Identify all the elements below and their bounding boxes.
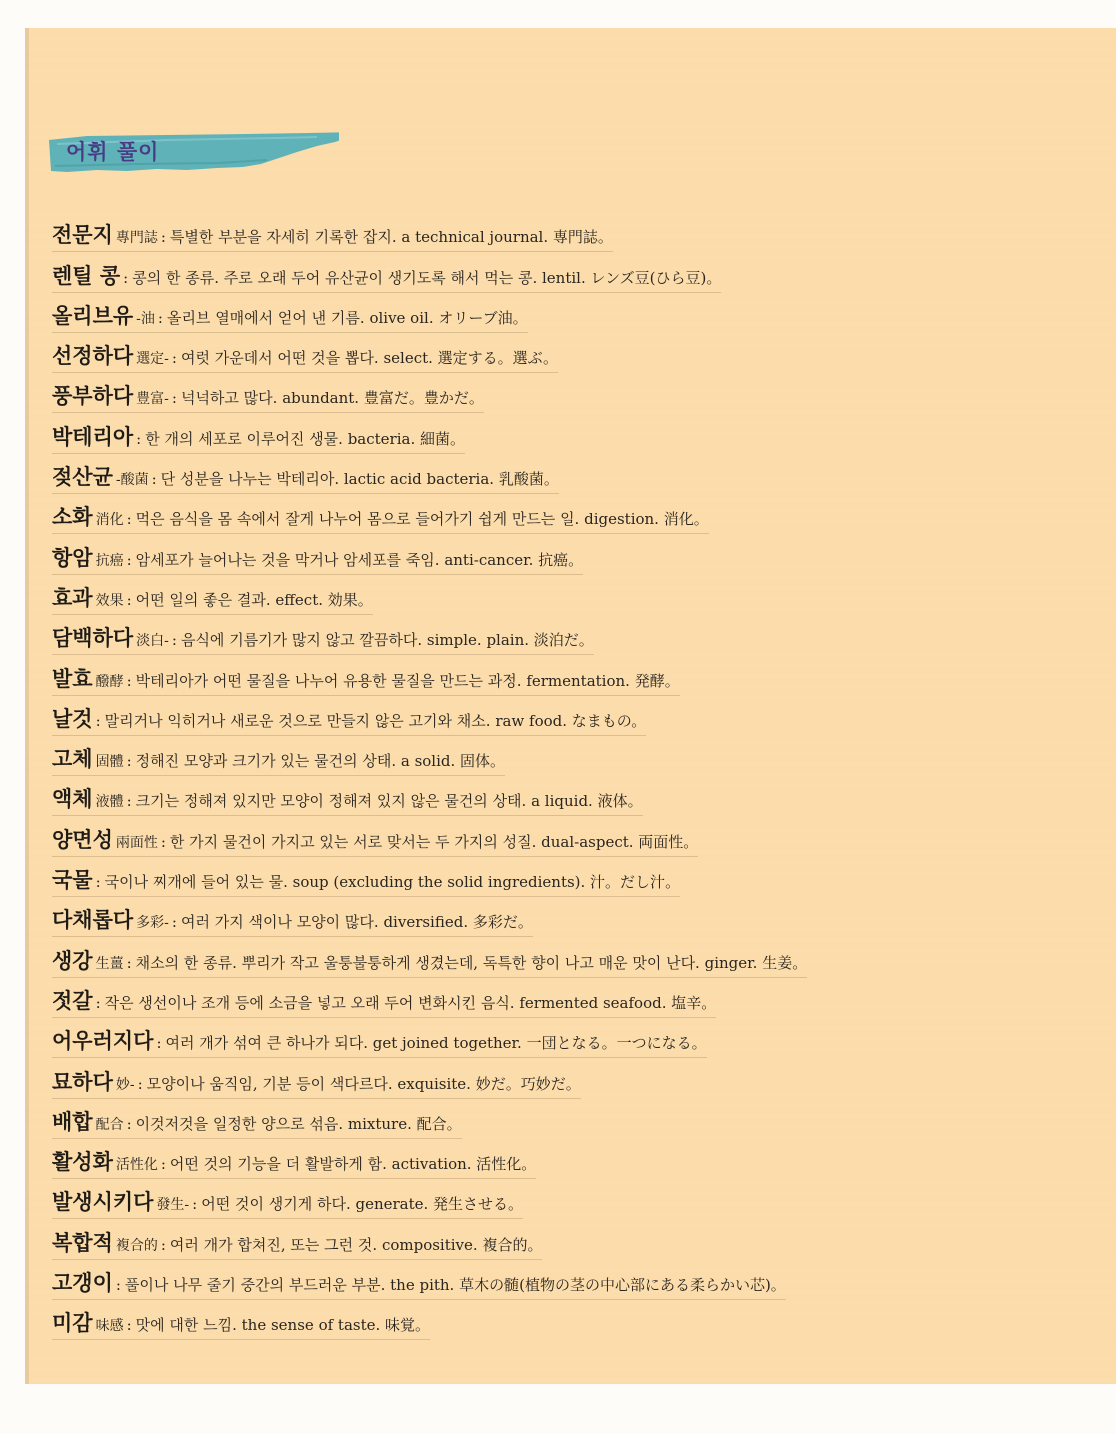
vocab-term: 생강	[52, 948, 93, 973]
vocab-hanja: 豊富-	[136, 391, 169, 408]
vocab-separator: :	[126, 671, 132, 690]
vocab-term: 전문지	[52, 223, 113, 248]
vocab-definition: 여러 가지 색이나 모양이 많다. diversified. 多彩だ。	[180, 913, 533, 932]
vocab-separator: :	[157, 308, 163, 327]
vocab-term: 발생시키다	[52, 1190, 154, 1215]
vocab-term: 배합	[52, 1109, 93, 1134]
vocab-separator: :	[171, 389, 177, 408]
vocab-entry	[52, 943, 1102, 983]
vocab-term: 올리브유	[52, 303, 134, 328]
vocab-definition: 풀이나 나무 줄기 중간의 부드러운 부분. the pith. 草木の髄(植物の茎の中心部にある柔らかい芯)。	[124, 1276, 786, 1295]
vocab-term: 렌틸 콩	[52, 263, 121, 288]
vocabulary-list	[52, 218, 1102, 1346]
vocab-separator: :	[160, 1155, 166, 1174]
vocab-hanja: 兩面性	[115, 834, 158, 851]
vocab-entry-line	[52, 1227, 542, 1260]
vocab-hanja: 專門誌	[115, 230, 158, 247]
vocab-entry-line	[52, 743, 505, 776]
vocab-term: 소화	[52, 505, 93, 530]
vocab-term: 활성화	[52, 1150, 113, 1175]
vocab-definition: 여럿 가운데서 어떤 것을 뽑다. select. 選定する。選ぶ。	[180, 349, 558, 368]
vocab-definition: 이것저것을 일정한 양으로 섞음. mixture. 配合。	[135, 1114, 462, 1133]
vocab-separator: :	[126, 752, 132, 771]
scanned-page	[25, 28, 1116, 1384]
vocab-definition: 국이나 찌개에 들어 있는 물. soup (excluding the solid ingredients). 汁。だし汁。	[104, 873, 681, 892]
vocab-entry	[52, 460, 1102, 500]
vocab-separator: :	[156, 1034, 162, 1053]
vocab-definition: 정해진 모양과 크기가 있는 물건의 상태. a solid. 固体。	[135, 752, 506, 771]
vocab-hanja: 味感	[95, 1318, 124, 1335]
vocab-definition: 암세포가 늘어나는 것을 막거나 암세포를 죽임. anti-cancer. 抗癌。	[135, 550, 584, 569]
vocab-term: 복합적	[52, 1230, 113, 1255]
vocab-definition: 콩의 한 종류. 주로 오래 두어 유산균이 생기도록 해서 먹는 콩. lentil. レンズ豆(ひら豆)。	[132, 268, 722, 287]
vocab-entry	[52, 1185, 1102, 1225]
vocab-entry	[52, 540, 1102, 580]
vocab-term: 발효	[52, 666, 93, 691]
vocab-entry	[52, 742, 1102, 782]
vocab-definition: 모양이나 움직임, 기분 등이 색다르다. exquisite. 妙だ。巧妙だ。	[146, 1074, 581, 1093]
vocab-term: 묘하다	[52, 1069, 113, 1094]
vocab-hanja: 淡白-	[136, 633, 169, 650]
vocab-entry	[52, 903, 1102, 943]
vocab-definition: 넉넉하고 많다. abundant. 豊富だ。豊かだ。	[180, 389, 484, 408]
vocab-hanja: 多彩-	[136, 915, 169, 932]
vocab-entry	[52, 863, 1102, 903]
vocab-entry-line	[52, 421, 465, 454]
vocab-entry-line	[52, 1307, 430, 1340]
vocab-term: 풍부하다	[52, 384, 134, 409]
vocab-entry-line	[52, 461, 559, 494]
vocab-entry	[52, 661, 1102, 701]
vocab-entry-line	[52, 783, 643, 816]
vocab-term: 고체	[52, 747, 93, 772]
vocab-hanja: 液體	[95, 794, 124, 811]
vocab-entry	[52, 702, 1102, 742]
vocab-entry	[52, 419, 1102, 459]
vocab-entry	[52, 1024, 1102, 1064]
section-title: 어휘 풀이	[66, 140, 160, 164]
vocab-hanja: 效果	[95, 592, 124, 609]
vocab-entry	[52, 621, 1102, 661]
vocab-separator: :	[95, 993, 101, 1012]
vocab-entry	[52, 782, 1102, 822]
vocab-hanja: -油	[136, 310, 155, 327]
vocab-entry-line	[52, 1066, 581, 1099]
vocab-separator: :	[160, 1235, 166, 1254]
vocab-separator: :	[192, 1195, 198, 1214]
vocab-definition: 말리거나 익히거나 새로운 것으로 만들지 않은 고기와 채소. raw food. なまもの。	[104, 711, 647, 730]
vocab-separator: :	[123, 268, 129, 287]
vocab-term: 다채롭다	[52, 908, 134, 933]
vocab-entry-line	[52, 703, 646, 736]
vocab-entry-line	[52, 219, 613, 252]
vocab-entry-line	[52, 1267, 786, 1300]
vocab-separator: :	[95, 711, 101, 730]
vocab-entry-line	[52, 824, 698, 857]
vocab-entry	[52, 1306, 1102, 1346]
vocab-separator: :	[95, 873, 101, 892]
vocab-entry-line	[52, 501, 709, 534]
vocab-definition: 한 개의 세포로 이루어진 생물. bacteria. 細菌。	[145, 429, 466, 448]
vocab-entry	[52, 1105, 1102, 1145]
vocab-definition: 어떤 일의 좋은 결과. effect. 効果。	[135, 590, 373, 609]
vocab-entry	[52, 1064, 1102, 1104]
vocab-hanja: 複合的	[115, 1237, 158, 1254]
vocab-term: 박테리아	[52, 424, 134, 449]
vocab-entry-line	[52, 864, 680, 897]
vocab-entry	[52, 379, 1102, 419]
vocab-separator: :	[151, 470, 157, 489]
vocab-entry-line	[52, 582, 373, 615]
vocab-definition: 특별한 부분을 자세히 기록한 잡지. a technical journal. 専門誌。	[169, 228, 613, 247]
vocab-definition: 어떤 것이 생기게 하다. generate. 発生させる。	[201, 1195, 524, 1214]
vocab-definition: 박테리아가 어떤 물질을 나누어 유용한 물질을 만드는 과정. fermentation. 発酵。	[135, 671, 680, 690]
vocab-entry	[52, 258, 1102, 298]
vocab-entry-line	[52, 1146, 536, 1179]
vocab-entry	[52, 299, 1102, 339]
vocab-hanja: 發生-	[156, 1197, 190, 1214]
vocab-term: 양면성	[52, 827, 113, 852]
section-heading-banner	[47, 130, 339, 174]
vocab-entry	[52, 822, 1102, 862]
vocab-entry-line	[52, 300, 528, 333]
vocab-definition: 올리브 열매에서 얻어 낸 기름. olive oil. オリーブ油。	[166, 308, 528, 327]
vocab-hanja: 配合	[95, 1116, 124, 1133]
vocab-definition: 먹은 음식을 몸 속에서 잘게 나누어 몸으로 들어가기 쉽게 만드는 일. digestion. 消化。	[135, 510, 709, 529]
vocab-term: 미감	[52, 1311, 93, 1336]
vocab-hanja: 抗癌	[95, 552, 124, 569]
vocab-hanja: 固體	[95, 754, 124, 771]
vocab-hanja: 妙-	[115, 1076, 135, 1093]
vocab-term: 어우러지다	[52, 1029, 154, 1054]
vocab-term: 고갱이	[52, 1271, 113, 1296]
vocab-term: 젖산균	[52, 465, 113, 490]
vocab-entry-line	[52, 985, 716, 1018]
vocab-separator: :	[126, 1114, 132, 1133]
vocab-hanja: -酸菌	[115, 472, 149, 489]
vocab-entry-line	[52, 340, 558, 373]
vocab-separator: :	[160, 832, 166, 851]
vocab-definition: 작은 생선이나 조개 등에 소금을 넣고 오래 두어 변화시킨 음식. fermented seafood. 塩辛。	[104, 993, 717, 1012]
vocab-separator: :	[160, 228, 166, 247]
vocab-separator: :	[126, 792, 132, 811]
vocab-separator: :	[126, 590, 132, 609]
vocab-definition: 한 가지 물건이 가지고 있는 서로 맞서는 두 가지의 성질. dual-aspect. 両面性。	[169, 832, 699, 851]
vocab-definition: 맛에 대한 느낌. the sense of taste. 味覚。	[135, 1316, 431, 1335]
vocab-entry	[52, 500, 1102, 540]
vocab-entry	[52, 1266, 1102, 1306]
vocab-entry-line	[52, 542, 583, 575]
vocab-term: 국물	[52, 868, 93, 893]
vocab-separator: :	[171, 349, 177, 368]
vocab-entry-line	[52, 1186, 523, 1219]
vocab-hanja: 消化	[95, 512, 124, 529]
vocab-term: 날것	[52, 706, 93, 731]
vocab-separator: :	[126, 550, 132, 569]
vocab-term: 효과	[52, 585, 93, 610]
vocab-entry	[52, 1145, 1102, 1185]
vocab-entry-line	[52, 904, 533, 937]
vocab-entry	[52, 218, 1102, 258]
vocab-definition: 단 성분을 나누는 박테리아. lactic acid bacteria. 乳酸菌。	[160, 470, 559, 489]
vocab-entry	[52, 581, 1102, 621]
vocab-definition: 채소의 한 종류. 뿌리가 작고 울퉁불퉁하게 생겼는데, 독특한 향이 나고 매운 맛이 난다. ginger. 生姜。	[135, 953, 808, 972]
vocab-separator: :	[171, 631, 177, 650]
vocab-term: 액체	[52, 787, 93, 812]
vocab-entry-line	[52, 1106, 462, 1139]
vocab-entry-line	[52, 663, 680, 696]
vocab-term: 항암	[52, 545, 93, 570]
vocab-entry	[52, 984, 1102, 1024]
vocab-entry-line	[52, 1025, 707, 1058]
vocab-hanja: 選定-	[136, 351, 169, 368]
vocab-separator: :	[115, 1276, 121, 1295]
vocab-entry-line	[52, 622, 594, 655]
vocab-term: 선정하다	[52, 344, 134, 369]
vocab-separator: :	[126, 953, 132, 972]
vocab-hanja: 活性化	[115, 1157, 158, 1174]
vocab-hanja: 生薑	[95, 955, 124, 972]
vocab-hanja: 醱酵	[95, 673, 124, 690]
vocab-definition: 음식에 기름기가 많지 않고 깔끔하다. simple. plain. 淡泊だ。	[180, 631, 594, 650]
vocab-term: 담백하다	[52, 626, 134, 651]
vocab-term: 젓갈	[52, 988, 93, 1013]
vocab-entry-line	[52, 945, 807, 978]
vocab-entry-line	[52, 380, 484, 413]
vocab-separator: :	[137, 1074, 143, 1093]
vocab-separator: :	[136, 429, 142, 448]
vocab-definition: 여러 개가 섞여 큰 하나가 되다. get joined together. 一団となる。一つになる。	[165, 1034, 707, 1053]
vocab-definition: 크기는 정해져 있지만 모양이 정해져 있지 않은 물건의 상태. a liquid. 液体。	[135, 792, 643, 811]
vocab-entry	[52, 1225, 1102, 1265]
vocab-entry-line	[52, 260, 721, 293]
vocab-entry	[52, 339, 1102, 379]
vocab-separator: :	[126, 510, 132, 529]
vocab-separator: :	[171, 913, 177, 932]
vocab-definition: 어떤 것의 기능을 더 활발하게 함. activation. 活性化。	[169, 1155, 537, 1174]
page-edge-shadow	[25, 28, 29, 1384]
vocab-definition: 여러 개가 합쳐진, 또는 그런 것. compositive. 複合的。	[169, 1235, 543, 1254]
vocab-separator: :	[126, 1316, 132, 1335]
